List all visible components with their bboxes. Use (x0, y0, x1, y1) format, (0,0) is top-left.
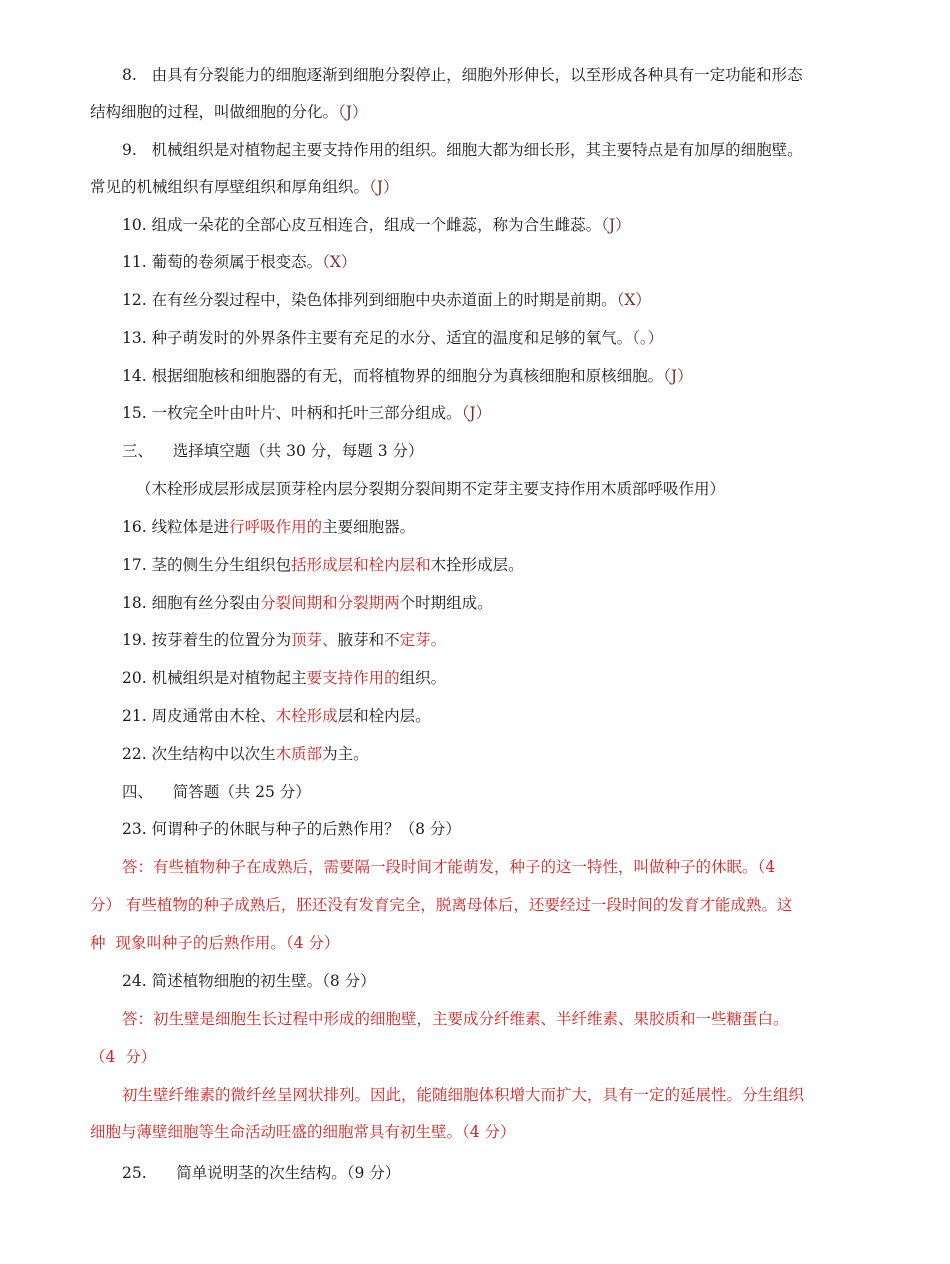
judge-item-9-line-1 (122, 139, 803, 161)
section-4-title: 四、 简答题（共 25 分） (122, 783, 311, 801)
item-number: 11. (122, 253, 147, 271)
judge-item-10 (122, 214, 631, 236)
answer-24-line-2: （4 分） (90, 1048, 157, 1066)
answer-23-line-3: 种 现象叫种子的后熟作用。（4 分） (90, 934, 340, 952)
answer-text: 木栓形成 (275, 707, 338, 725)
item-number: 8. (122, 66, 137, 84)
answer-23-line-2: 分） 有些植物的种子成熟后，胚还没有发育完全，脱离母体后，还要经过一段时间的发育才能成熟。这 (90, 896, 793, 914)
section-3-title: 三、 选择填空题（共 30 分，每题 3 分） (122, 442, 424, 460)
judge-item-8-line-2 (90, 101, 367, 123)
answer-text: 定芽。 (399, 631, 447, 649)
judgment-mark: （。） (632, 329, 664, 347)
answer-24-line-3: 初生壁纤维素的微纤丝呈网状排列。因此，能随细胞体积增大而扩大，具有一定的延展性。分生组织 (122, 1086, 805, 1104)
fill-item-16 (122, 516, 415, 538)
judge-item-14 (122, 365, 693, 387)
judge-item-15 (122, 402, 491, 424)
answer-text: 要支持作用的 (306, 669, 400, 687)
item-text: 机械组织是对植物起主要支持作用的组织。细胞大都为细长形，其主要特点是有加厚的细胞壁。 (151, 141, 803, 159)
judgment-mark: （J） (338, 103, 368, 121)
answer-23-line-1: 答：有些植物种子在成熟后，需要隔一段时间才能萌发，种子的这一特性，叫做种子的休眠。（4 (122, 858, 776, 876)
item-text: 常见的机械组织有厚壁组织和厚角组织。 (90, 178, 370, 196)
question-text: 22. 次生结构中以次生 (122, 745, 276, 763)
item-number: 13. (122, 329, 147, 347)
question-text: 木拴形成层。 (430, 556, 524, 574)
judgment-mark: （J） (461, 404, 492, 422)
question-text: 组织。 (399, 669, 447, 687)
judge-item-11 (122, 251, 356, 273)
judgment-mark: （J） (369, 178, 399, 196)
answer-24-line-4: 细胞与薄壁细胞等生命活动旺盛的细胞常具有初生壁。（4 分） (90, 1123, 516, 1141)
fill-item-20 (122, 667, 446, 689)
fill-item-17 (122, 554, 524, 576)
question-text: 20. 机械组织是对植物起主 (122, 669, 307, 687)
question-text: 主要细胞器。 (322, 518, 416, 536)
question-25: 25. 简单说明茎的次生结构。（9 分） (122, 1164, 401, 1182)
question-text: 17. 茎的侧生分生组织包 (122, 556, 292, 574)
item-text: 组成一朵花的全部心皮互相连合，组成一个雌蕊，称为合生雌蕊。 (151, 216, 602, 234)
judgment-mark: （J） (663, 367, 693, 385)
fill-item-21 (122, 705, 431, 727)
judgment-mark: （X） (616, 291, 651, 309)
question-text: 层和栓内层。 (337, 707, 431, 725)
judge-item-12 (122, 289, 651, 311)
question-text: 16. 线粒体是进 (122, 518, 230, 536)
judge-item-8-line-1 (122, 64, 803, 86)
item-text: 在有丝分裂过程中，染色体排列到细胞中央赤道面上的时期是前期。 (151, 291, 617, 309)
item-number: 9. (122, 141, 137, 159)
question-text: 19. 按芽着生的位置分为 (122, 631, 292, 649)
item-text: 种子萌发时的外界条件主要有充足的水分、适宜的温度和足够的氧气。 (151, 329, 633, 347)
item-text: 由具有分裂能力的细胞逐渐到细胞分裂停止，细胞外形伸长，以至形成各种具有一定功能和形态 (151, 66, 803, 84)
judgment-mark: （J） (601, 216, 631, 234)
question-24: 24. 简述植物细胞的初生壁。（8 分） (122, 972, 376, 990)
question-23: 23. 何谓种子的休眠与种子的后熟作用？（8 分） (122, 820, 461, 838)
item-number: 10. (122, 216, 147, 234)
answer-text: 分裂间期和分裂期两 (260, 594, 400, 612)
item-text: 根据细胞核和细胞器的有无，而将植物界的细胞分为真核细胞和原核细胞。 (151, 367, 664, 385)
judge-item-9-line-2 (90, 176, 398, 198)
judgment-mark: （X） (322, 253, 357, 271)
options-list: （木栓形成层形成层顶芽栓内层分裂期分裂间期不定芽主要支持作用木质部呼吸作用） (136, 480, 726, 498)
answer-text: 顶芽、 (291, 631, 338, 649)
fill-item-22 (122, 743, 369, 765)
fill-item-18 (122, 592, 493, 614)
answer-text: 括形成层和栓内层和 (291, 556, 431, 574)
question-text: 为主。 (322, 745, 369, 763)
answer-text: 行呼吸作用的 (229, 518, 323, 536)
judge-item-13 (122, 327, 663, 349)
item-number: 12. (122, 291, 147, 309)
question-text: 18. 细胞有丝分裂由 (122, 594, 261, 612)
answer-24-line-1: 答：初生壁是细胞生长过程中形成的细胞壁，主要成分纤维素、半纤维素、果胶质和一些糖蛋白。 (122, 1010, 789, 1028)
item-number: 15. (122, 404, 147, 422)
item-text: 结构细胞的过程，叫做细胞的分化。 (90, 103, 339, 121)
item-text: 葡萄的卷须属于根变态。 (151, 253, 323, 271)
fill-item-19 (122, 629, 446, 651)
item-text: 一枚完全叶由叶片、叶柄和托叶三部分组成。 (151, 404, 462, 422)
answer-text: 木质部 (275, 745, 323, 763)
question-text: 个时期组成。 (399, 594, 493, 612)
question-text: 腋芽和不 (337, 631, 400, 649)
question-text: 21. 周皮通常由木栓、 (122, 707, 276, 725)
item-number: 14. (122, 367, 147, 385)
